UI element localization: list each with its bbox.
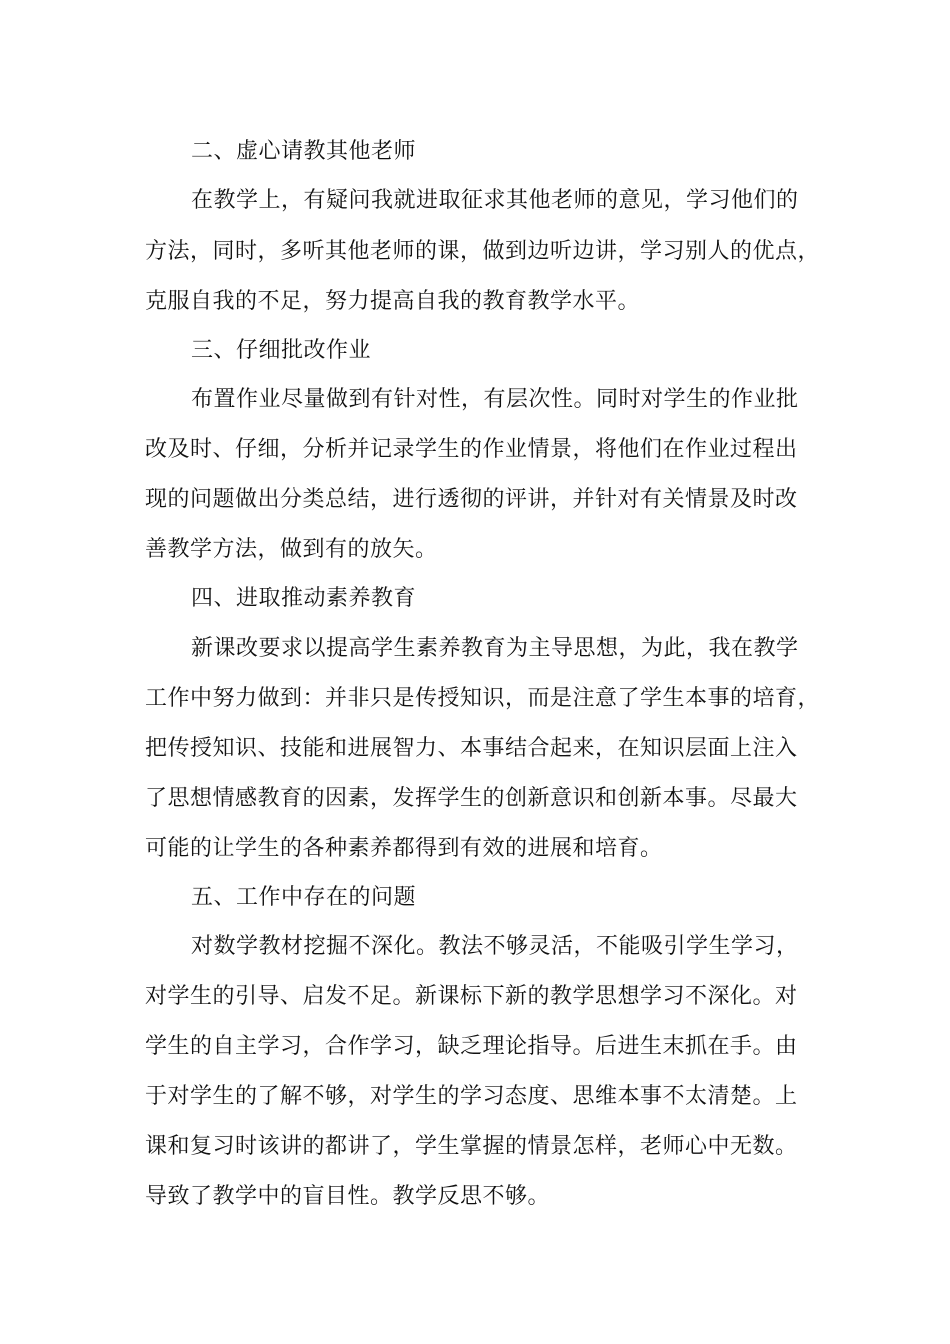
paragraph-line: 工作中努力做到：并非只是传授知识，而是注意了学生本事的培育， — [145, 686, 821, 711]
paragraph-line: 布置作业尽量做到有针对性，有层次性。同时对学生的作业批 — [191, 387, 799, 412]
paragraph-line: 改及时、仔细，分析并记录学生的作业情景，将他们在作业过程出 — [145, 437, 798, 462]
paragraph-line: 对学生的引导、启发不足。新课标下新的教学思想学习不深化。对 — [145, 984, 798, 1009]
heading-grade-homework: 三、仔细批改作业 — [191, 338, 372, 363]
heading-consult-teachers: 二、虚心请教其他老师 — [191, 139, 417, 164]
paragraph-line: 可能的让学生的各种素养都得到有效的进展和培育。 — [145, 836, 663, 861]
heading-quality-education: 四、进取推动素养教育 — [191, 586, 417, 611]
paragraph-line: 于对学生的了解不够，对学生的学习态度、思维本事不太清楚。上 — [145, 1084, 798, 1109]
paragraph-line: 导致了教学中的盲目性。教学反思不够。 — [145, 1184, 551, 1209]
paragraph-line: 在教学上，有疑问我就进取征求其他老师的意见，学习他们的 — [191, 188, 799, 213]
paragraph-line: 克服自我的不足，努力提高自我的教育教学水平。 — [145, 289, 641, 314]
paragraph-line: 学生的自主学习，合作学习，缺乏理论指导。后进生末抓在手。由 — [145, 1034, 798, 1059]
paragraph-line: 现的问题做出分类总结，进行透彻的评讲，并针对有关情景及时改 — [145, 487, 798, 512]
paragraph-line: 对数学教材挖掘不深化。教法不够灵活，不能吸引学生学习， — [191, 934, 799, 959]
paragraph-line: 善教学方法，做到有的放矢。 — [145, 537, 438, 562]
heading-existing-problems: 五、工作中存在的问题 — [191, 885, 417, 910]
paragraph-line: 把传授知识、技能和进展智力、本事结合起来，在知识层面上注入 — [145, 736, 798, 761]
paragraph-line: 新课改要求以提高学生素养教育为主导思想，为此，我在教学 — [191, 636, 799, 661]
paragraph-line: 课和复习时该讲的都讲了，学生掌握的情景怎样，老师心中无数。 — [145, 1134, 798, 1159]
paragraph-line: 方法，同时，多听其他老师的课，做到边听边讲，学习别人的优点， — [145, 239, 821, 264]
paragraph-line: 了思想情感教育的因素，发挥学生的创新意识和创新本事。尽最大 — [145, 786, 798, 811]
